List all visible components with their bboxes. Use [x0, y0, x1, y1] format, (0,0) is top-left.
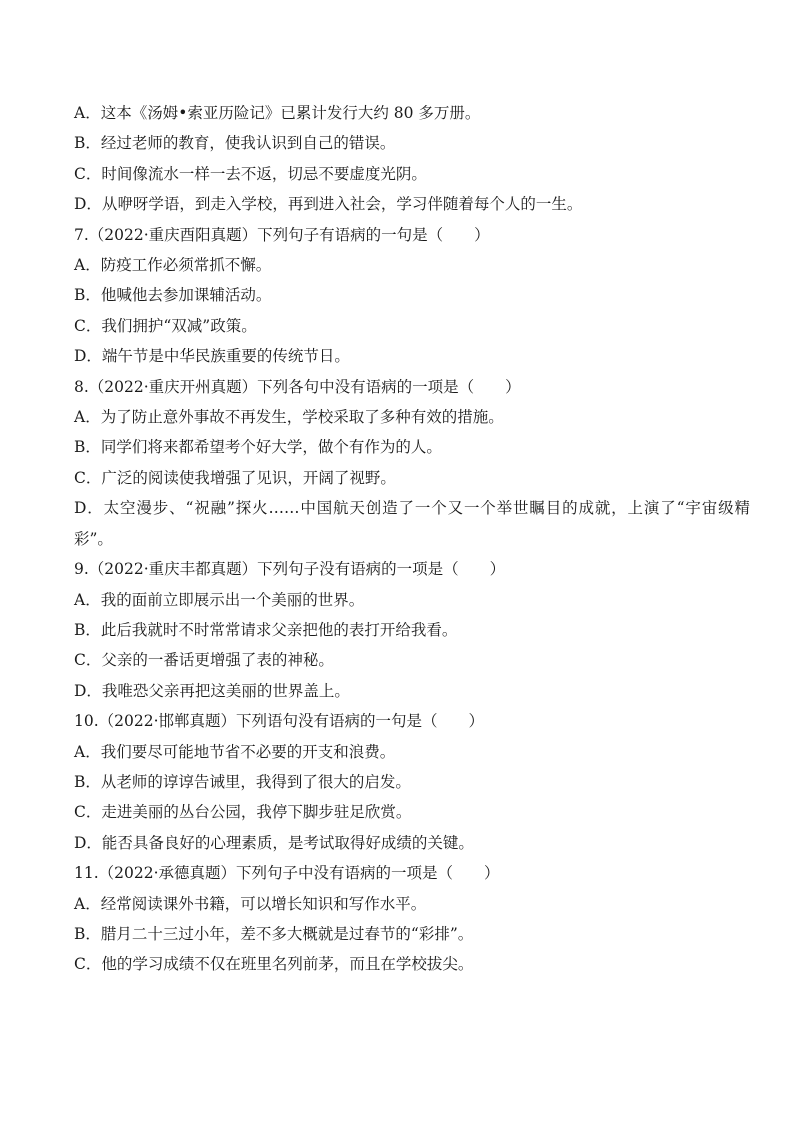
option-7b: B．他喊他去参加课辅活动。 [74, 286, 272, 305]
option-10b: B．从老师的谆谆告诫里，我得到了很大的启发。 [74, 772, 411, 791]
option-7a: A．防疫工作必须常抓不懈。 [74, 256, 272, 275]
option-10d: D．能否具备良好的心理素质，是考试取得好成绩的关键。 [74, 833, 474, 852]
option-8a: A．为了防止意外事故不再发生，学校采取了多种有效的措施。 [74, 408, 504, 427]
option-6a: A．这本《汤姆•索亚历险记》已累计发行大约 80 多万册。 [74, 104, 481, 122]
option-8d: D．太空漫步、“祝融”探火……中国航天创造了一个又一个举世瞩目的成就，上演了“宇宙级精彩”。 [74, 499, 750, 548]
option-11c: C．他的学习成绩不仅在班里名列前茅，而且在学校拔尖。 [74, 955, 474, 974]
option-7d: D．端午节是中华民族重要的传统节日。 [74, 347, 350, 366]
question-7: 7.（2022·重庆酉阳真题）下列句子有语病的一句是（ ） [74, 225, 490, 244]
option-11b: B．腊月二十三过小年，差不多大概就是过春节的“彩排”。 [74, 924, 474, 943]
question-9: 9.（2022·重庆丰都真题）下列句子没有语病的一项是（ ） [74, 560, 506, 579]
question-11: 11.（2022·承德真题）下列句子中没有语病的一项是（ ） [74, 864, 500, 883]
option-6d: D．从咿呀学语，到走入学校，再到进入社会，学习伴随着每个人的一生。 [74, 195, 583, 214]
option-9c: C．父亲的一番话更增强了表的神秘。 [74, 651, 334, 670]
document-page [74, 98, 750, 980]
option-9a: A．我的面前立即展示出一个美丽的世界。 [74, 590, 365, 609]
option-8c: C．广泛的阅读使我增强了见识，开阔了视野。 [74, 468, 396, 487]
option-8b: B．同学们将来都希望考个好大学，做个有作为的人。 [74, 438, 442, 457]
option-9d: D．我唯恐父亲再把这美丽的世界盖上。 [74, 681, 350, 700]
option-7c: C．我们拥护“双减”政策。 [74, 316, 257, 335]
option-11a: A．经常阅读课外书籍，可以增长知识和写作水平。 [74, 894, 427, 913]
option-10c: C．走进美丽的丛台公园，我停下脚步驻足欣赏。 [74, 803, 412, 822]
option-6c: C．时间像流水一样一去不返，切忌不要虚度光阴。 [74, 164, 427, 183]
question-8: 8.（2022·重庆开州真题）下列各句中没有语病的一项是（ ） [74, 377, 521, 396]
option-6b: B．经过老师的教育，使我认识到自己的错误。 [74, 134, 396, 153]
option-9b: B．此后我就时不时常常请求父亲把他的表打开给我看。 [74, 620, 458, 639]
question-10: 10.（2022·邯郸真题）下列语句没有语病的一句是（ ） [74, 712, 485, 731]
option-10a: A．我们要尽可能地节省不必要的开支和浪费。 [74, 742, 396, 761]
